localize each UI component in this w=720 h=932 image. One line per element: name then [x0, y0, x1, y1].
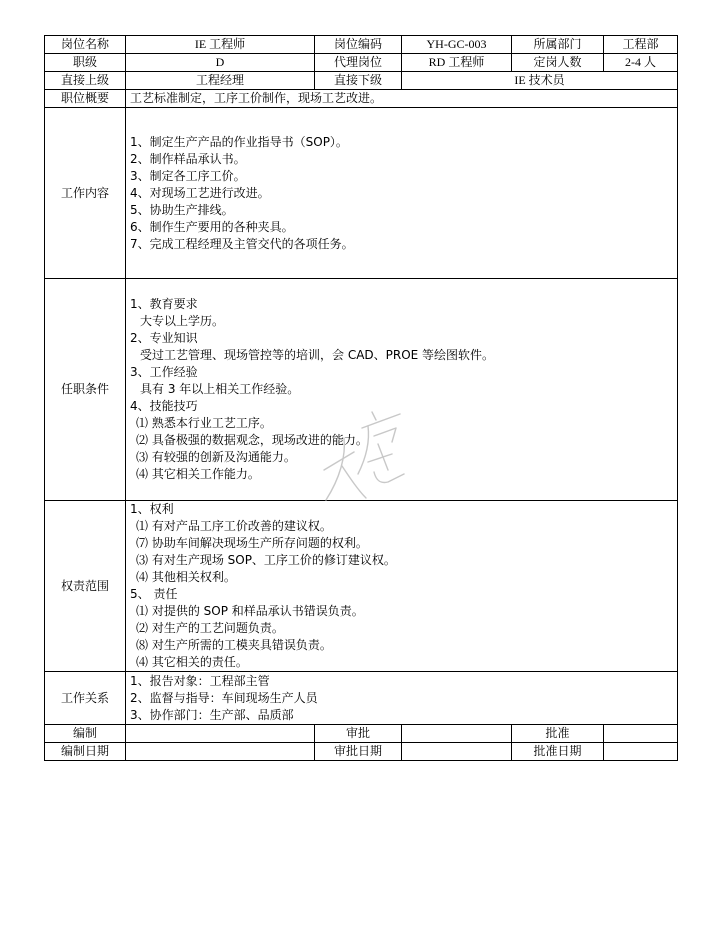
relation-item: 1、报告对象：工程部主管	[130, 674, 270, 688]
header-row-3	[45, 72, 678, 90]
watermark-stroke	[324, 452, 354, 470]
authority-item: ⑺ 协助车间解决现场生产所存问题的权利。	[136, 536, 368, 550]
watermark-stroke	[374, 428, 396, 442]
requirement-detail: ⑶ 有较强的创新及沟通能力。	[136, 450, 296, 464]
authority-item: ⑻ 对生产所需的工模夹具错误负责。	[136, 638, 332, 652]
requirement-detail: ⑴ 熟悉本行业工艺工序。	[136, 416, 272, 430]
dept-label: 所属部门	[512, 36, 604, 54]
deputy-value: RD 工程师	[402, 54, 512, 72]
duties-row	[45, 108, 678, 279]
headcount-value: 2-4 人	[604, 54, 678, 72]
relation-item: 2、监督与指导：车间现场生产人员	[130, 691, 318, 705]
authority-label: 权责范围	[45, 501, 126, 672]
relations-row	[45, 672, 678, 725]
summary-text: 工艺标准制定，工序工价制作，现场工艺改进。	[126, 90, 678, 108]
authority-item: ⑶ 有对生产现场 SOP、工序工价的修订建议权。	[136, 553, 396, 567]
authority-item: ⑴ 对提供的 SOP 和样品承认书错误负责。	[136, 604, 364, 618]
duty-item: 6、制作生产要用的各种夹具。	[130, 219, 294, 234]
duty-item: 4、对现场工艺进行改进。	[130, 185, 270, 200]
duties-label: 工作内容	[45, 108, 126, 279]
header-row-1	[45, 36, 678, 54]
review-date-value	[402, 743, 512, 761]
duty-item: 1、制定生产产品的作业指导书（SOP）。	[130, 134, 348, 149]
footer-row-2	[45, 743, 678, 761]
approve-label: 批准	[512, 725, 604, 743]
watermark-stroke	[372, 412, 376, 420]
requirement-detail: ⑷ 其它相关工作能力。	[136, 467, 260, 481]
summary-row	[45, 90, 678, 108]
review-value	[402, 725, 512, 743]
authority-heading: 1、权利	[130, 502, 174, 516]
review-label: 审批	[315, 725, 402, 743]
summary-label: 职位概要	[45, 90, 126, 108]
approve-date-value	[604, 743, 678, 761]
level-value: D	[126, 54, 315, 72]
duties-content	[126, 108, 678, 279]
watermark-stroke	[342, 466, 366, 498]
footer-row-1	[45, 725, 678, 743]
authority-item: ⑷ 其它相关的责任。	[136, 655, 248, 669]
watermark-stroke	[326, 438, 344, 500]
relation-item: 3、协作部门：生产部、品质部	[130, 708, 294, 722]
requirements-label: 任职条件	[45, 279, 126, 501]
review-date-label: 审批日期	[315, 743, 402, 761]
requirement-heading: 2、专业知识	[130, 331, 198, 345]
watermark-signature	[318, 408, 418, 518]
authority-item: ⑷ 其他相关权利。	[136, 570, 236, 584]
duty-item: 2、制作样品承认书。	[130, 151, 246, 166]
prepared-date-value	[126, 743, 315, 761]
authority-row	[45, 501, 678, 672]
deputy-label: 代理岗位	[315, 54, 402, 72]
duty-item: 7、完成工程经理及主管交代的各项任务。	[130, 236, 354, 251]
prepared-label: 编制	[45, 725, 126, 743]
header-row-2	[45, 54, 678, 72]
headcount-label: 定岗人数	[512, 54, 604, 72]
watermark-stroke	[358, 426, 369, 474]
job-description-table	[44, 35, 678, 761]
superior-label: 直接上级	[45, 72, 126, 90]
post-code-label: 岗位编码	[315, 36, 402, 54]
superior-value: 工程经理	[126, 72, 315, 90]
prepared-date-label: 编制日期	[45, 743, 126, 761]
approve-value	[604, 725, 678, 743]
watermark-stroke	[368, 454, 392, 462]
post-code-value: YH-GC-003	[402, 36, 512, 54]
authority-content	[126, 501, 678, 672]
relations-content	[126, 672, 678, 725]
authority-item: ⑵ 对生产的工艺问题负责。	[136, 621, 284, 635]
post-name-value: IE 工程师	[126, 36, 315, 54]
relations-label: 工作关系	[45, 672, 126, 725]
subordinate-label: 直接下级	[315, 72, 402, 90]
authority-heading: 5、 责任	[130, 587, 178, 601]
requirement-detail: 大专以上学历。	[140, 314, 225, 328]
requirement-detail: 具有 3 年以上相关工作经验。	[140, 382, 300, 396]
requirement-heading: 4、技能技巧	[130, 399, 198, 413]
prepared-value	[126, 725, 315, 743]
duty-item: 5、协助生产排线。	[130, 202, 234, 217]
approve-date-label: 批准日期	[512, 743, 604, 761]
requirement-heading: 1、教育要求	[130, 297, 198, 311]
post-name-label: 岗位名称	[45, 36, 126, 54]
level-label: 职级	[45, 54, 126, 72]
requirement-detail: ⑵ 具备极强的数据观念，现场改进的能力。	[136, 433, 368, 447]
duty-item: 3、制定各工序工价。	[130, 168, 246, 183]
authority-item: ⑴ 有对产品工序工价改善的建议权。	[136, 519, 332, 533]
subordinate-value: IE 技术员	[402, 72, 678, 90]
requirement-detail: 受过工艺管理、现场管控等的培训，会 CAD、PROE 等绘图软件。	[140, 348, 495, 362]
requirement-heading: 3、工作经验	[130, 365, 198, 379]
watermark-stroke	[374, 472, 404, 483]
dept-value: 工程部	[604, 36, 678, 54]
